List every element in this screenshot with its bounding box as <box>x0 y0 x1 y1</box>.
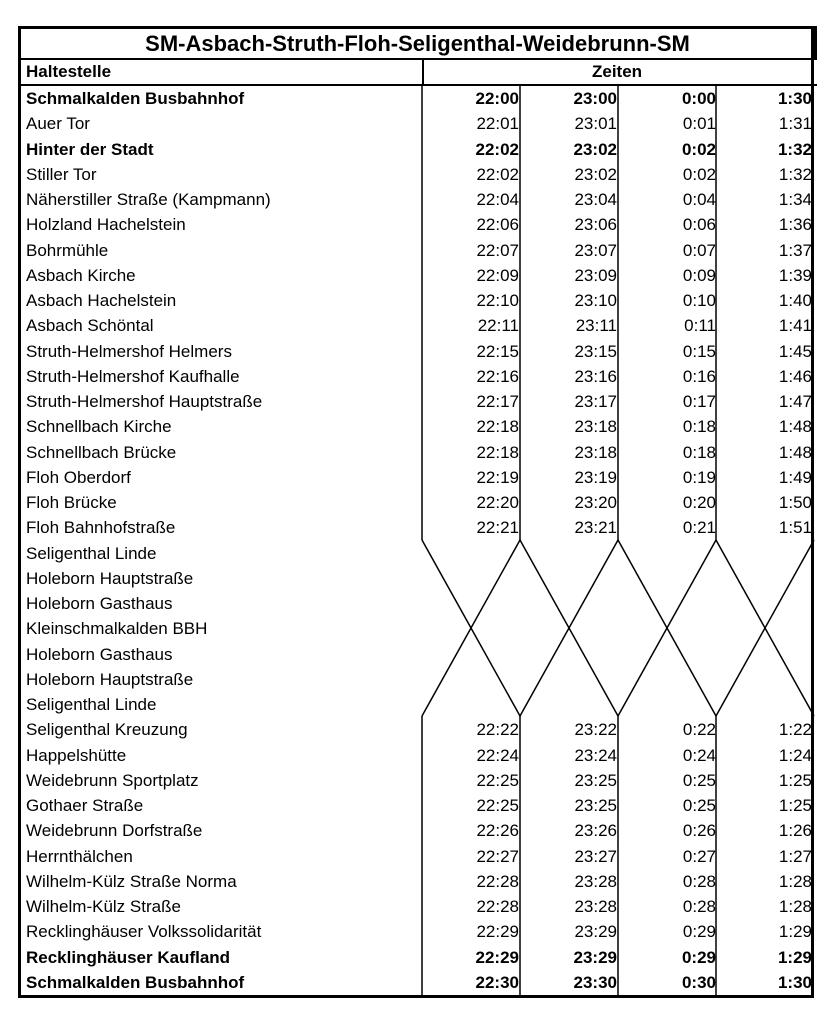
stop-name: Herrnthälchen <box>26 846 133 866</box>
departure-time: 23:07 <box>574 240 617 260</box>
departure-time: 0:20 <box>682 493 716 512</box>
departure-time: 1:48 <box>778 442 812 462</box>
departure-time: 1:39 <box>778 265 812 285</box>
stop-name: Recklinghäuser Volkssolidarität <box>26 922 262 942</box>
stop-name: Weidebrunn Sportplatz <box>26 770 199 790</box>
stop-name: Auer Tor <box>26 114 90 134</box>
departure-time: 1:24 <box>778 745 812 765</box>
departure-time: 22:04 <box>476 190 519 209</box>
departure-time: 0:25 <box>682 770 716 790</box>
departure-time: 22:29 <box>475 947 519 967</box>
departure-time: 1:47 <box>778 392 812 411</box>
departure-time: 1:29 <box>778 922 812 942</box>
departure-time: 23:15 <box>574 341 617 361</box>
departure-time: 22:15 <box>476 341 519 361</box>
stop-name: Holeborn Hauptstraße <box>26 568 194 588</box>
departure-time: 0:30 <box>681 972 716 992</box>
departure-time: 0:19 <box>682 467 716 487</box>
departure-time: 22:24 <box>476 745 519 765</box>
departure-time: 23:18 <box>574 417 617 437</box>
departure-time: 23:28 <box>574 897 617 916</box>
stop-name: Floh Brücke <box>26 493 117 512</box>
departure-time: 22:17 <box>476 392 519 411</box>
departure-time: 23:22 <box>574 720 617 740</box>
departure-time: 1:41 <box>778 316 812 336</box>
departure-time: 1:29 <box>777 947 812 967</box>
departure-time: 0:00 <box>681 89 716 108</box>
departure-time: 22:28 <box>476 871 519 891</box>
departure-time: 0:22 <box>682 720 716 740</box>
stop-name: Holeborn Hauptstraße <box>26 669 194 689</box>
route-title: SM-Asbach-Struth-Floh-Seligenthal-Weidebrunn-SM <box>18 26 817 60</box>
departure-time: 1:30 <box>777 972 812 992</box>
stop-name: Hinter der Stadt <box>26 139 154 159</box>
departure-time: 0:04 <box>682 190 716 209</box>
departure-time: 23:26 <box>574 821 617 841</box>
stop-name: Asbach Kirche <box>26 265 136 285</box>
stop-name: Weidebrunn Dorfstraße <box>26 821 203 841</box>
departure-time: 22:11 <box>477 316 519 336</box>
stop-name: Holeborn Gasthaus <box>26 644 173 664</box>
stop-name: Happelshütte <box>26 745 127 765</box>
departure-time: 1:40 <box>778 291 812 310</box>
departure-time: 0:28 <box>682 871 716 891</box>
stop-name: Näherstiller Straße (Kampmann) <box>26 190 271 209</box>
departure-time: 0:25 <box>682 796 716 815</box>
stop-name: Asbach Schöntal <box>26 316 154 336</box>
departure-time: 23:16 <box>574 366 617 386</box>
departure-time: 1:48 <box>778 417 812 437</box>
stop-name: Kleinschmalkalden BBH <box>26 619 208 639</box>
stop-name: Floh Oberdorf <box>26 467 131 487</box>
departure-time: 0:07 <box>682 240 716 260</box>
departure-time: 1:30 <box>777 89 812 108</box>
stop-name: Struth-Helmershof Kaufhalle <box>26 366 240 386</box>
departure-time: 0:24 <box>682 745 716 765</box>
departure-time: 0:18 <box>682 417 716 437</box>
stop-name: Seligenthal Kreuzung <box>26 720 188 740</box>
departure-time: 0:21 <box>682 518 716 538</box>
departure-time: 1:22 <box>778 720 812 740</box>
departure-time: 22:02 <box>475 139 519 159</box>
departure-time: 1:51 <box>778 518 812 538</box>
departure-time: 22:25 <box>476 796 519 815</box>
departure-time: 0:29 <box>681 947 716 967</box>
departure-time: 23:20 <box>574 493 617 512</box>
departure-time: 0:01 <box>682 114 716 134</box>
departure-time: 23:11 <box>575 316 617 336</box>
stop-name: Schnellbach Brücke <box>26 442 177 462</box>
stop-name: Stiller Tor <box>26 164 97 184</box>
departure-time: 0:28 <box>682 897 716 916</box>
departure-time: 0:15 <box>682 341 716 361</box>
stop-name: Wilhelm-Külz Straße Norma <box>26 871 237 891</box>
stop-name: Floh Bahnhofstraße <box>26 518 176 538</box>
departure-time: 22:00 <box>475 89 519 108</box>
departure-time: 22:25 <box>476 770 519 790</box>
departure-time: 22:29 <box>476 922 519 942</box>
departure-time: 1:26 <box>778 821 812 841</box>
departure-time: 23:21 <box>574 518 617 538</box>
departure-time: 0:06 <box>682 215 716 235</box>
stop-name: Struth-Helmershof Hauptstraße <box>26 392 263 411</box>
departure-time: 23:06 <box>574 215 617 235</box>
departure-time: 1:32 <box>777 139 812 159</box>
departure-time: 22:07 <box>476 240 519 260</box>
departure-time: 1:28 <box>778 871 812 891</box>
departure-time: 23:25 <box>574 770 617 790</box>
stop-name: Schnellbach Kirche <box>26 417 172 437</box>
departure-time: 22:30 <box>475 972 519 992</box>
departure-time: 22:06 <box>476 215 519 235</box>
departure-time: 0:02 <box>681 139 716 159</box>
stop-name: Seligenthal Linde <box>26 543 157 563</box>
departure-time: 23:02 <box>573 139 617 159</box>
departure-time: 1:50 <box>778 493 812 512</box>
departure-time: 1:45 <box>778 341 812 361</box>
stop-name: Wilhelm-Külz Straße <box>26 897 181 916</box>
departure-time: 22:19 <box>476 467 519 487</box>
departure-time: 1:49 <box>778 467 812 487</box>
departure-time: 23:27 <box>574 846 617 866</box>
departure-time: 1:37 <box>778 240 812 260</box>
stop-name: Schmalkalden Busbahnhof <box>26 89 245 108</box>
stop-column-header: Haltestelle <box>26 62 112 81</box>
departure-time: 22:18 <box>476 417 519 437</box>
departure-time: 1:32 <box>778 164 812 184</box>
departure-time: 1:36 <box>778 215 812 235</box>
departure-time: 23:09 <box>574 265 617 285</box>
departure-time: 1:34 <box>778 190 812 209</box>
departure-time: 0:11 <box>684 316 716 336</box>
departure-time: 23:29 <box>573 947 617 967</box>
departure-time: 22:16 <box>476 366 519 386</box>
departure-time: 22:10 <box>476 291 519 310</box>
departure-time: 22:28 <box>476 897 519 916</box>
departure-time: 22:27 <box>476 846 519 866</box>
departure-time: 0:29 <box>682 922 716 942</box>
departure-time: 22:18 <box>476 442 519 462</box>
departure-time: 0:09 <box>682 265 716 285</box>
stop-name: Holzland Hachelstein <box>26 215 186 235</box>
stop-name: Recklinghäuser Kaufland <box>26 947 231 967</box>
departure-time: 1:27 <box>778 846 812 866</box>
stop-name: Gothaer Straße <box>26 796 144 815</box>
departure-time: 23:01 <box>574 114 617 134</box>
departure-time: 0:26 <box>682 821 716 841</box>
departure-time: 23:00 <box>573 89 617 108</box>
departure-time: 22:21 <box>476 518 519 538</box>
departure-time: 22:01 <box>476 114 519 134</box>
departure-time: 23:04 <box>574 190 617 209</box>
departure-time: 22:09 <box>476 265 519 285</box>
departure-time: 0:10 <box>682 291 716 310</box>
times-column-header: Zeiten <box>592 62 643 81</box>
departure-time: 1:28 <box>778 897 812 916</box>
departure-time: 23:24 <box>574 745 617 765</box>
departure-time: 23:25 <box>574 796 617 815</box>
departure-time: 0:27 <box>682 846 716 866</box>
stop-name: Holeborn Gasthaus <box>26 594 173 613</box>
departure-time: 23:02 <box>574 164 617 184</box>
departure-time: 22:22 <box>476 720 519 740</box>
stop-name: Struth-Helmershof Helmers <box>26 341 232 361</box>
departure-time: 1:46 <box>778 366 812 386</box>
departure-time: 23:28 <box>574 871 617 891</box>
departure-time: 23:17 <box>574 392 617 411</box>
departure-time: 0:16 <box>682 366 716 386</box>
departure-time: 23:19 <box>574 467 617 487</box>
departure-time: 0:17 <box>682 392 716 411</box>
stop-name: Bohrmühle <box>26 240 109 260</box>
departure-time: 0:18 <box>682 442 716 462</box>
departure-time: 1:31 <box>778 114 812 134</box>
departure-time: 1:25 <box>778 796 812 815</box>
departure-time: 23:30 <box>573 972 617 992</box>
departure-time: 22:26 <box>476 821 519 841</box>
departure-time: 1:25 <box>778 770 812 790</box>
departure-time: 22:20 <box>476 493 519 512</box>
stop-name: Asbach Hachelstein <box>26 291 177 310</box>
departure-time: 0:02 <box>682 164 716 184</box>
stop-name: Seligenthal Linde <box>26 695 157 714</box>
departure-time: 22:02 <box>476 164 519 184</box>
departure-time: 23:18 <box>574 442 617 462</box>
departure-time: 23:29 <box>574 922 617 942</box>
departure-time: 23:10 <box>574 291 617 310</box>
stop-name: Schmalkalden Busbahnhof <box>26 972 245 992</box>
